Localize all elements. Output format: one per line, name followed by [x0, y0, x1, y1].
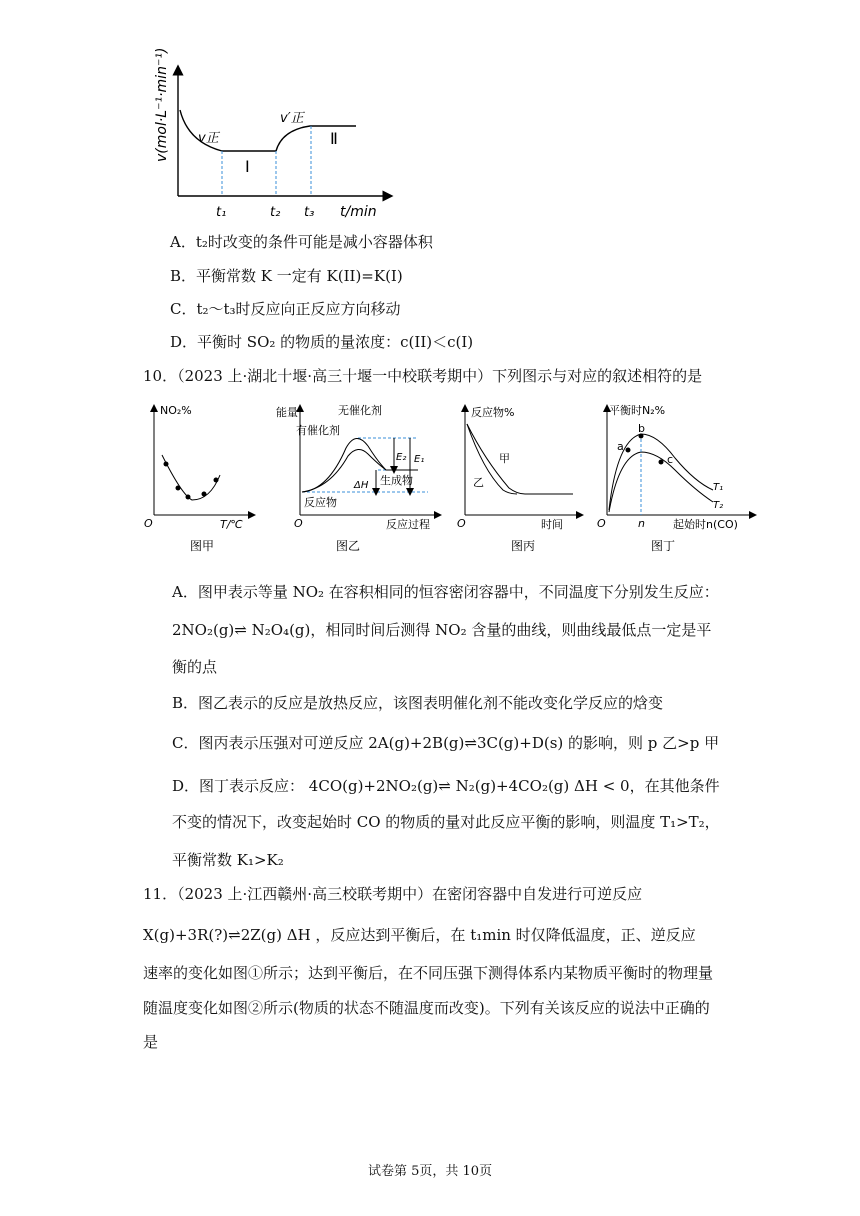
page-footer: 试卷第 5页，共 10页	[368, 1164, 493, 1179]
svg-text:n: n	[638, 517, 645, 530]
figure-jia	[140, 400, 260, 553]
q9-option-b: B．平衡常数 K 一定有 K(II)=K(I)	[170, 267, 403, 285]
svg-text:O: O	[597, 517, 606, 530]
q10-option-c: C．图丙表示压强对可逆反应 2A(g)+2B(g)⇌3C(g)+D(s) 的影响，则 p 乙>p 甲	[172, 734, 720, 752]
curve-label-2: v′正	[280, 111, 304, 126]
svg-text:有催化剂: 有催化剂	[296, 424, 340, 437]
svg-text:起始时n(CO): 起始时n(CO)	[673, 518, 738, 531]
svg-text:T₂: T₂	[713, 500, 724, 511]
svg-text:ΔH: ΔH	[354, 480, 369, 491]
figure-ding	[595, 400, 760, 553]
svg-text:O: O	[457, 517, 466, 530]
svg-text:无催化剂: 无催化剂	[338, 404, 382, 417]
svg-text:生成物: 生成物	[380, 474, 413, 487]
q10-option-a-line3: 衡的点	[172, 658, 218, 676]
q11-line2: X(g)+3R(?)⇌2Z(g) ΔH ，反应达到平衡后，在 t₁min 时仅降低温度，正、逆反应	[143, 926, 696, 944]
q10-stem: 10．（2023 上·湖北十堰·高三十堰一中校联考期中）下列图示与对应的叙述相符的是	[143, 367, 703, 385]
svg-text:时间: 时间	[541, 518, 563, 531]
region-2: Ⅱ	[330, 129, 338, 148]
rate-time-figure	[140, 47, 390, 227]
svg-text:反应过程: 反应过程	[386, 518, 430, 531]
q10-option-b: B．图乙表示的反应是放热反应，该图表明催化剂不能改变化学反应的焓变	[172, 694, 664, 712]
curve-label-1: v正	[198, 131, 219, 146]
tick-t2: t₂	[270, 205, 281, 220]
svg-text:c: c	[667, 453, 674, 466]
svg-text:O: O	[294, 517, 303, 530]
caption-ding: 图丁	[651, 539, 676, 553]
region-1: Ⅰ	[245, 157, 250, 176]
x-axis-label: t/min	[340, 204, 377, 220]
svg-text:能量: 能量	[276, 406, 298, 419]
q11-line4: 随温度变化如图②所示(物质的状态不随温度而改变)。下列有关该反应的说法中正确的	[143, 999, 710, 1017]
svg-text:b: b	[638, 422, 645, 435]
svg-text:E₁: E₁	[414, 454, 425, 465]
svg-text:乙: 乙	[473, 476, 484, 489]
svg-text:a: a	[617, 440, 624, 453]
svg-text:甲: 甲	[499, 452, 510, 465]
q10-option-a-line1: A．图甲表示等量 NO₂ 在容积相同的恒容密闭容器中，不同温度下分别发生反应：	[172, 583, 719, 601]
figure-yi	[268, 400, 448, 553]
q9-option-a: A．t₂时改变的条件可能是减小容器体积	[170, 233, 433, 251]
svg-text:反应物%: 反应物%	[471, 406, 515, 419]
svg-text:平衡时N₂%: 平衡时N₂%	[609, 404, 666, 417]
svg-text:NO₂%: NO₂%	[160, 404, 192, 417]
svg-text:T₁: T₁	[713, 482, 724, 493]
y-axis-label: v(mol·L⁻¹·min⁻¹)	[154, 47, 170, 162]
caption-yi: 图乙	[336, 539, 361, 553]
q9-option-c: C．t₂～t₃时反应向正反应方向移动	[170, 300, 401, 318]
q11-line1: 11．（2023 上·江西赣州·高三校联考期中）在密闭容器中自发进行可逆反应	[143, 885, 643, 903]
q11-line5: 是	[143, 1033, 159, 1051]
svg-text:反应物: 反应物	[304, 496, 337, 509]
q10-option-d-line3: 平衡常数 K₁>K₂	[172, 851, 284, 869]
svg-text:O: O	[144, 517, 153, 530]
q10-option-d-line2: 不变的情况下，改变起始时 CO 的物质的量对此反应平衡的影响，则温度 T₁>T₂，	[172, 813, 720, 831]
q10-option-d-line1: D．图丁表示反应： 4CO(g)+2NO₂(g)⇌ N₂(g)+4CO₂(g) ΔH < 0，在其他条件	[172, 777, 720, 795]
caption-bing: 图丙	[511, 539, 536, 553]
svg-text:E₂: E₂	[396, 452, 407, 463]
q10-option-a-line2: 2NO₂(g)⇌ N₂O₄(g)，相同时间后测得 NO₂ 含量的曲线，则曲线最低点一定是平	[172, 621, 712, 639]
svg-text:T/℃: T/℃	[220, 518, 243, 531]
tick-t3: t₃	[304, 205, 315, 220]
tick-t1: t₁	[216, 205, 227, 220]
caption-jia: 图甲	[190, 539, 215, 553]
figure-bing	[455, 400, 585, 553]
q11-line3: 速率的变化如图①所示；达到平衡后，在不同压强下测得体系内某物质平衡时的物理量	[143, 964, 714, 982]
q9-option-d: D．平衡时 SO₂ 的物质的量浓度：c(II)＜c(I)	[170, 333, 474, 351]
